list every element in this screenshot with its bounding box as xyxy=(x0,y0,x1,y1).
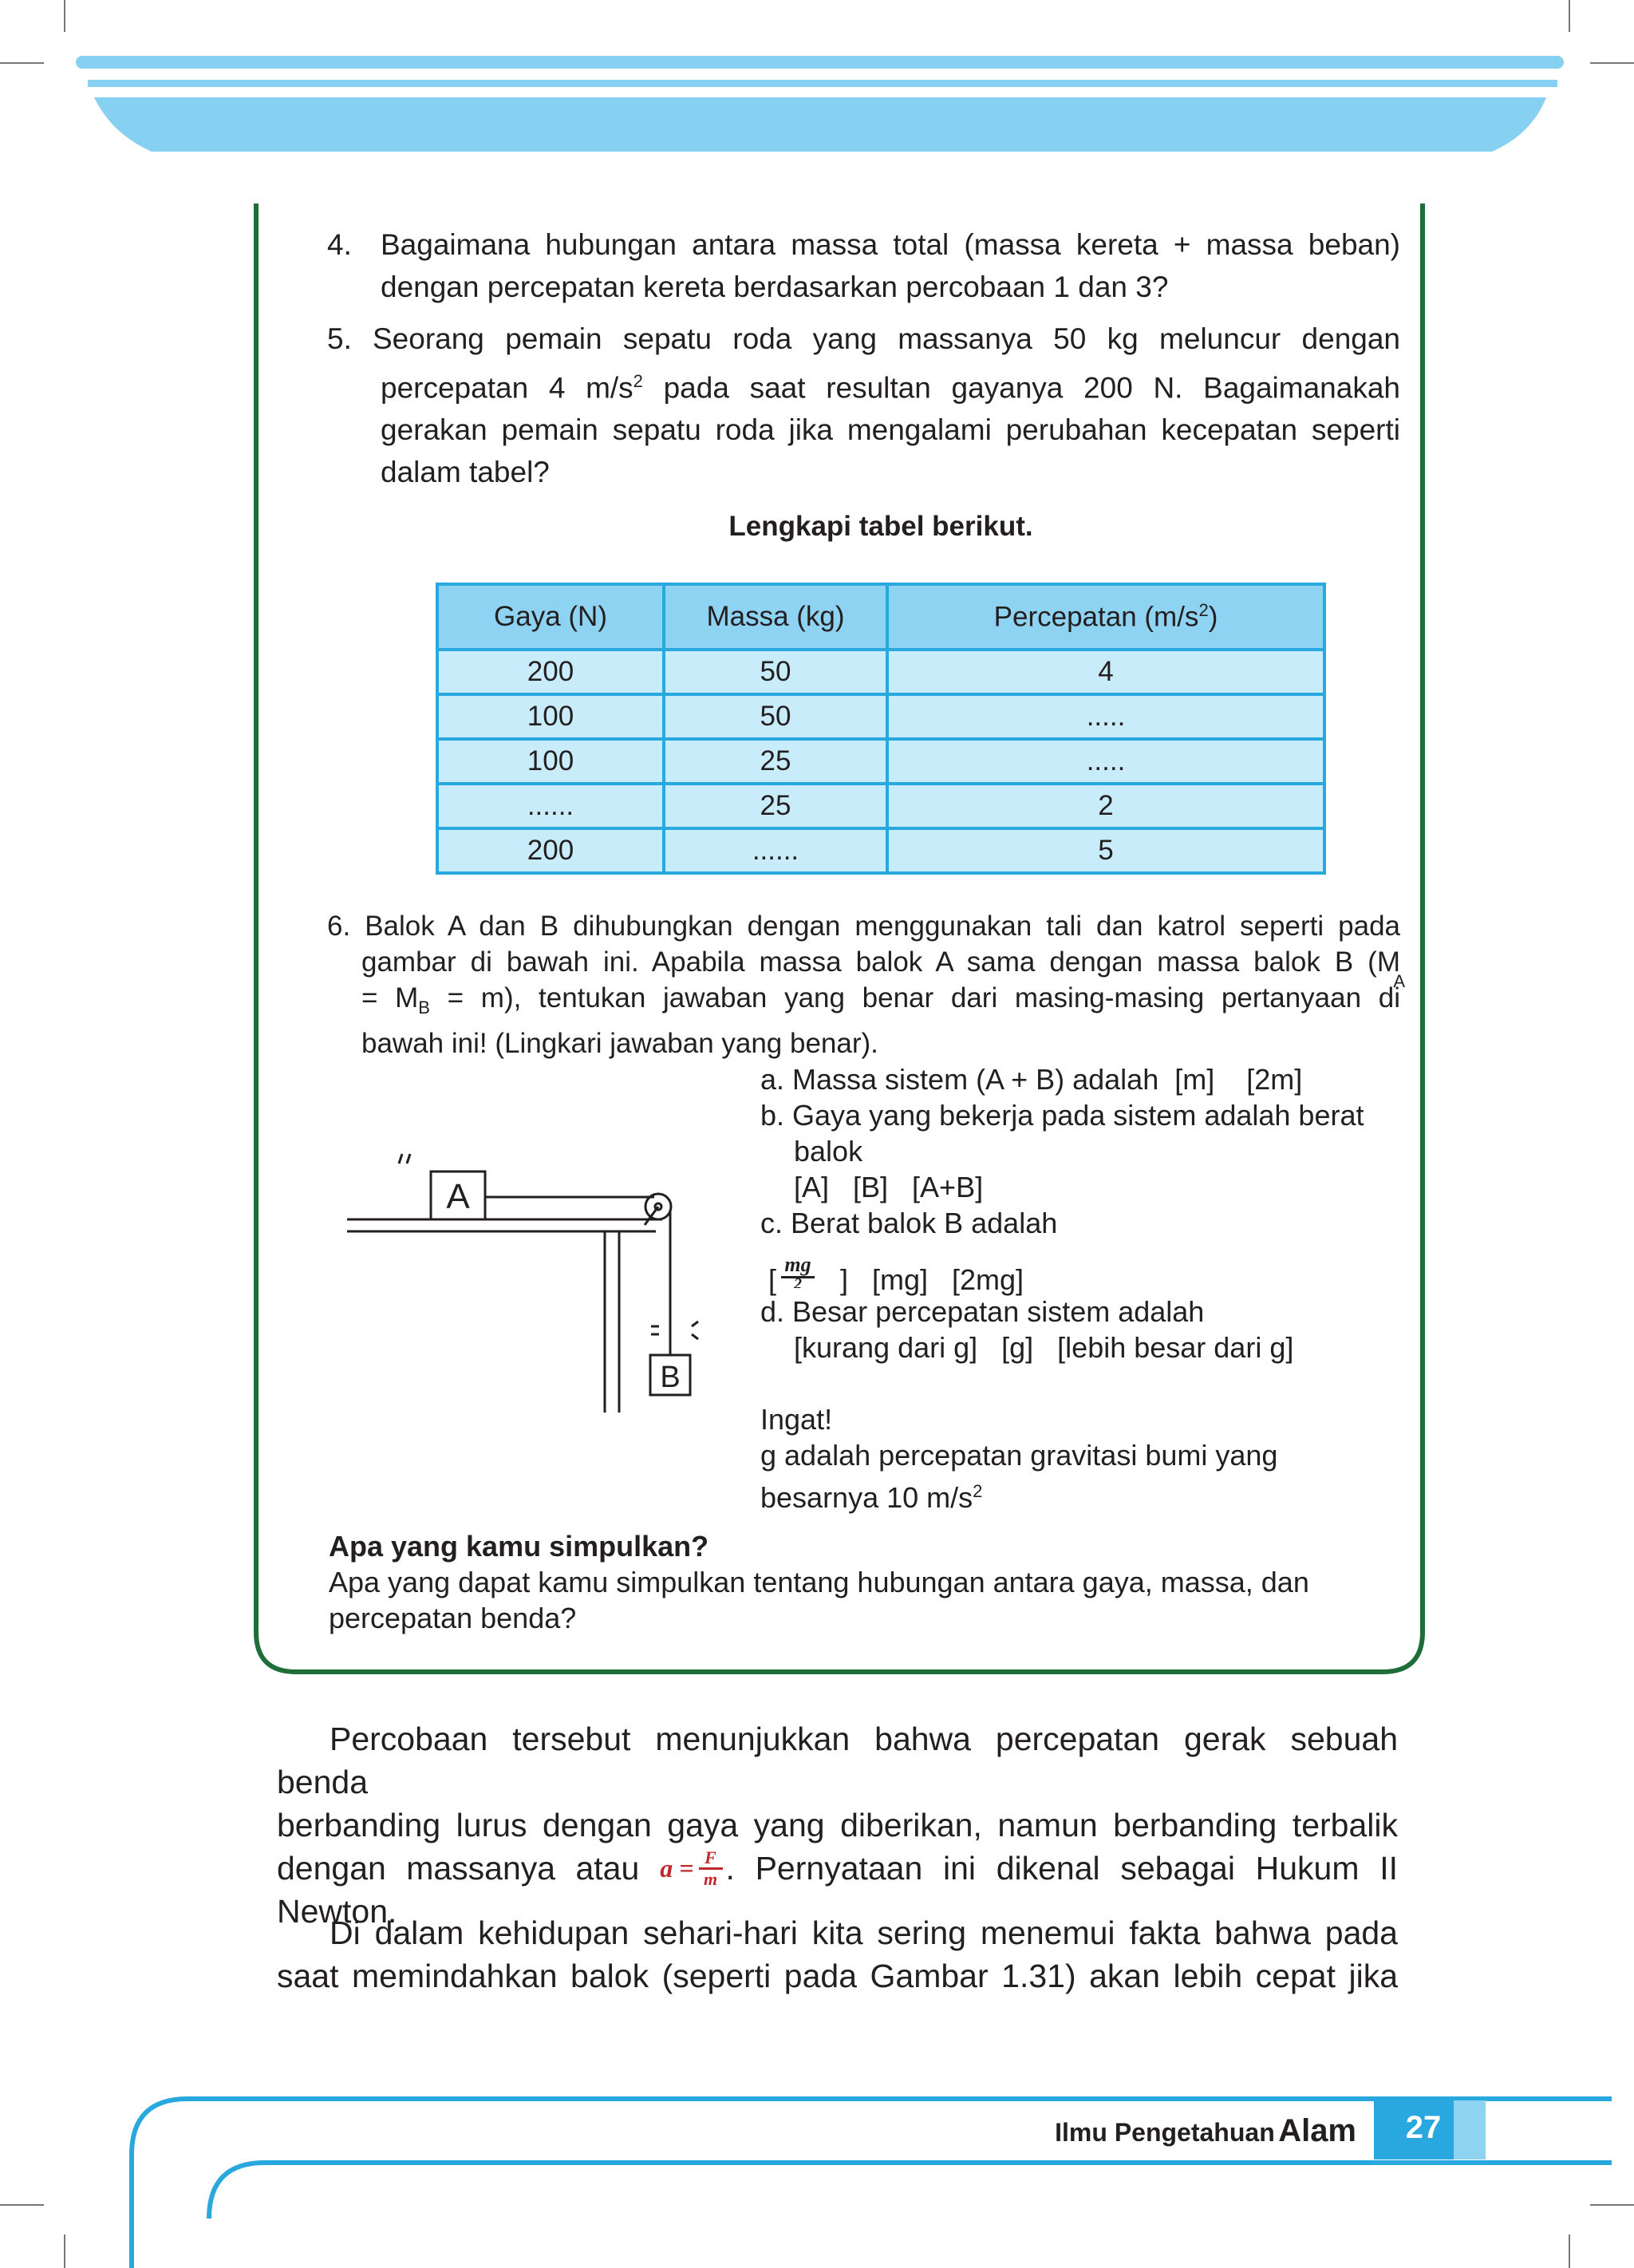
option-c-choices: [ mg 2 ] [mg] [2mg] xyxy=(768,1253,1024,1296)
option-d-choices: [kurang dari g] [g] [lebih besar dari g] xyxy=(794,1331,1294,1364)
question-text: 6. Balok A dan B dihubungkan dengan menggunakan tali dan katrol seperti pada xyxy=(327,911,1400,942)
block-a-label: A xyxy=(446,1177,470,1216)
paragraph-1 xyxy=(277,1717,1398,1933)
table-cell: 100 xyxy=(437,694,664,739)
paragraph-line: dengan massanya atau a = F m . Pernyataan ini dikenal sebagai Hukum II xyxy=(277,1847,1398,1889)
question-text: dalam tabel? xyxy=(381,456,550,489)
table-cell: 25 xyxy=(664,784,887,828)
q6-options xyxy=(760,1061,1415,1515)
question-6 xyxy=(327,908,1405,1061)
table-row xyxy=(437,650,1324,694)
table-cell: ...... xyxy=(664,828,887,873)
fraction-numerator: mg xyxy=(784,1253,811,1276)
data-table xyxy=(436,583,1326,875)
table-cell: ..... xyxy=(887,694,1324,739)
option-b: b. Gaya yang bekerja pada sistem adalah berat xyxy=(760,1099,1364,1132)
pulley-diagram xyxy=(343,1149,710,1420)
paragraph-2 xyxy=(277,1911,1398,1997)
option-c: c. Berat balok B adalah xyxy=(760,1207,1058,1239)
table-cell: 5 xyxy=(887,828,1324,873)
table-cell: 2 xyxy=(887,784,1324,828)
table-cell: 100 xyxy=(437,739,664,784)
newton-formula: a = F m xyxy=(660,1847,722,1890)
page-number: 27 xyxy=(1405,2110,1442,2145)
question-4 xyxy=(327,223,1400,308)
paragraph-line: Percobaan tersebut menunjukkan bahwa percepatan gerak sebuah benda xyxy=(277,1721,1398,1800)
conclusion xyxy=(329,1528,1398,1636)
fraction-denominator: 2 xyxy=(794,1278,802,1288)
table-cell: 4 xyxy=(887,650,1324,694)
table-cell: 25 xyxy=(664,739,887,784)
question-text: = $M_B = m$), tentukan jawaban yang benar dari masing-masing pertanyaan di xyxy=(361,982,1400,1017)
question-text: Seorang pemain sepatu roda yang massanya 50 kg meluncur dengan xyxy=(373,322,1400,355)
table-title: Lengkapi tabel berikut. xyxy=(728,511,1033,542)
option-a: a. Massa sistem (A + B) adalah [m] [2m] xyxy=(760,1063,1303,1096)
table-row xyxy=(437,694,1324,739)
conclusion-text: Apa yang dapat kamu simpulkan tentang hubungan antara gaya, massa, dan xyxy=(329,1566,1309,1598)
option-b-cont: balok xyxy=(794,1135,863,1168)
table-header-row xyxy=(437,584,1324,650)
table-cell: ..... xyxy=(887,739,1324,784)
paragraph-line: saat memindahkan balok (seperti pada Gambar 1.31) akan lebih cepat jika xyxy=(277,1958,1398,1994)
header-gaya: Gaya (N) xyxy=(437,584,664,650)
table-cell: ...... xyxy=(437,784,664,828)
header-massa: Massa (kg) xyxy=(664,584,887,650)
question-number: 4. xyxy=(327,228,352,261)
paragraph-line: Newton. xyxy=(277,1893,397,1930)
option-b-choices: [A] [B] [A+B] xyxy=(794,1171,984,1203)
option-d: d. Besar percepatan sistem adalah xyxy=(760,1295,1205,1328)
paragraph-line: Di dalam kehidupan sehari-hari kita sering menemui fakta bahwa pada xyxy=(330,1914,1398,1951)
reminder-heading: Ingat! xyxy=(760,1403,833,1436)
table-row xyxy=(437,739,1324,784)
reminder-text: g adalah percepatan gravitasi bumi yang xyxy=(760,1439,1278,1472)
conclusion-text: percepatan benda? xyxy=(329,1602,577,1634)
question-text: Bagaimana hubungan antara massa total (massa kereta + massa beban) xyxy=(381,228,1400,261)
block-b-label: B xyxy=(660,1361,681,1394)
question-text: percepatan 4 $m/s^2$ pada saat resultan gayanya 200 N. Bagaimanakah xyxy=(381,371,1400,405)
table-cell: 50 xyxy=(664,650,887,694)
footer-subject: Ilmu Pengetahuan Alam xyxy=(1055,2113,1356,2148)
header-percepatan: Percepatan $(m/s^2)$ xyxy=(887,584,1324,650)
paragraph-line: berbanding lurus dengan gaya yang diberikan, namun berbanding terbalik xyxy=(277,1807,1398,1843)
table-cell: 200 xyxy=(437,650,664,694)
question-5 xyxy=(327,318,1400,493)
question-text: dengan percepatan kereta berdasarkan percobaan 1 dan 3? xyxy=(381,271,1169,303)
table-cell: 50 xyxy=(664,694,887,739)
table-row xyxy=(437,784,1324,828)
table-cell: 200 xyxy=(437,828,664,873)
conclusion-heading: Apa yang kamu simpulkan? xyxy=(329,1530,709,1563)
question-text: gambar di bawah ini. Apabila massa balok A sama dengan massa balok B (M A xyxy=(361,946,1405,991)
table-row xyxy=(437,828,1324,873)
question-text: gerakan pemain sepatu roda jika mengalami perubahan kecepatan seperti xyxy=(381,413,1400,447)
question-number: 5. xyxy=(327,322,352,355)
reminder-text: besarnya 10 $m/s^2$ xyxy=(760,1481,983,1514)
question-text: bawah ini! (Lingkari jawaban yang benar). xyxy=(361,1028,878,1059)
